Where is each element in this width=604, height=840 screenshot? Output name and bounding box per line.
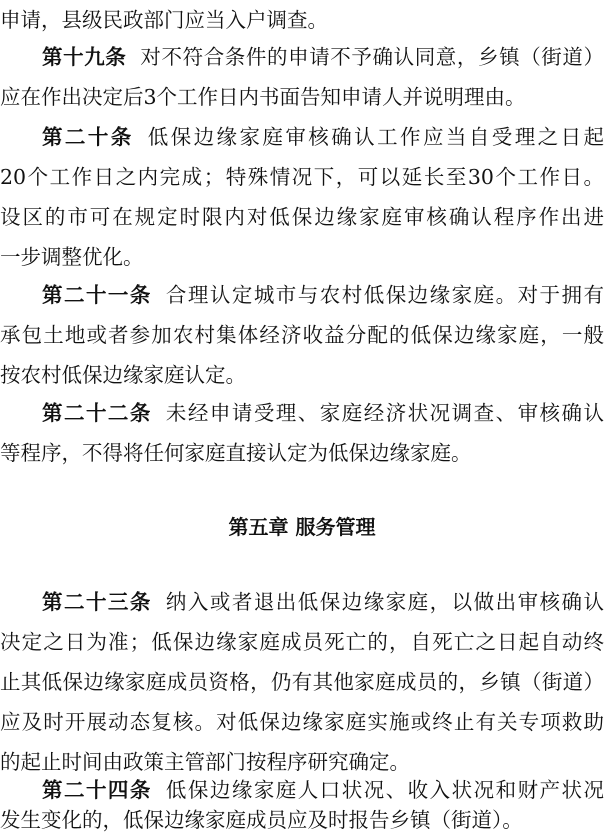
article-21-line-3: 按农村低保边缘家庭认定。: [0, 363, 246, 387]
article-24-line-2: 发生变化的，低保边缘家庭成员应及时报告乡镇（街道）。: [0, 808, 523, 832]
article-23-line-5: 的起止时间由政策主管部门按程序研究确定。: [0, 750, 410, 774]
article-21-first-line: [0, 275, 604, 315]
article-21-label: 第二十一条: [42, 283, 152, 307]
article-24-label: 第二十四条: [42, 778, 152, 802]
article-20-line-4: 一步调整优化。: [0, 245, 144, 269]
article-24-text-1: 低保边缘家庭人口状况、收入状况和财产状况: [165, 778, 604, 802]
article-23-first-line: [0, 582, 604, 622]
article-23-label: 第二十三条: [42, 590, 152, 614]
article-21-line-2: 承包土地或者参加农村集体经济收益分配的低保边缘家庭，一般: [0, 323, 604, 347]
article-23-line-3: 止其低保边缘家庭成员资格，仍有其他家庭成员的，乡镇（街道）: [0, 670, 604, 694]
article-20-line-3: 设区的市可在规定时限内对低保边缘家庭审核确认程序作出进: [0, 205, 604, 229]
article-22-first-line: [0, 393, 604, 433]
article-22-label: 第二十二条: [42, 401, 152, 425]
article-20-line-2: 20个工作日之内完成；特殊情况下，可以延长至30个工作日。: [0, 165, 604, 189]
article-22-line-2: 等程序，不得将任何家庭直接认定为低保边缘家庭。: [0, 441, 472, 465]
article-23-line-2: 决定之日为准；低保边缘家庭成员死亡的，自死亡之日起自动终: [0, 630, 604, 654]
article-22-text-1: 未经申请受理、家庭经济状况调查、审核确认: [165, 401, 604, 425]
chapter-title: 第五章 服务管理: [228, 515, 376, 539]
article-20-label: 第二十条: [42, 125, 134, 149]
article-19-label: 第十九条: [42, 45, 127, 69]
article-23-line-4: 应及时开展动态复核。对低保边缘家庭实施或终止有关专项救助: [0, 710, 604, 734]
article-20-first-line: [0, 117, 604, 157]
continuation-line: 申请，县级民政部门应当入户调查。: [0, 8, 328, 32]
article-20-text-1: 低保边缘家庭审核确认工作应当自受理之日起: [147, 125, 604, 149]
article-19-text-1: 对不符合条件的申请不予确认同意，乡镇（街道）: [140, 45, 604, 69]
article-19-line-2: 应在作出决定后3个工作日内书面告知申请人并说明理由。: [0, 85, 526, 109]
article-19-first-line: [0, 37, 604, 77]
article-23-text-1: 纳入或者退出低保边缘家庭，以做出审核确认: [165, 590, 604, 614]
article-21-text-1: 合理认定城市与农村低保边缘家庭。对于拥有: [165, 283, 604, 307]
